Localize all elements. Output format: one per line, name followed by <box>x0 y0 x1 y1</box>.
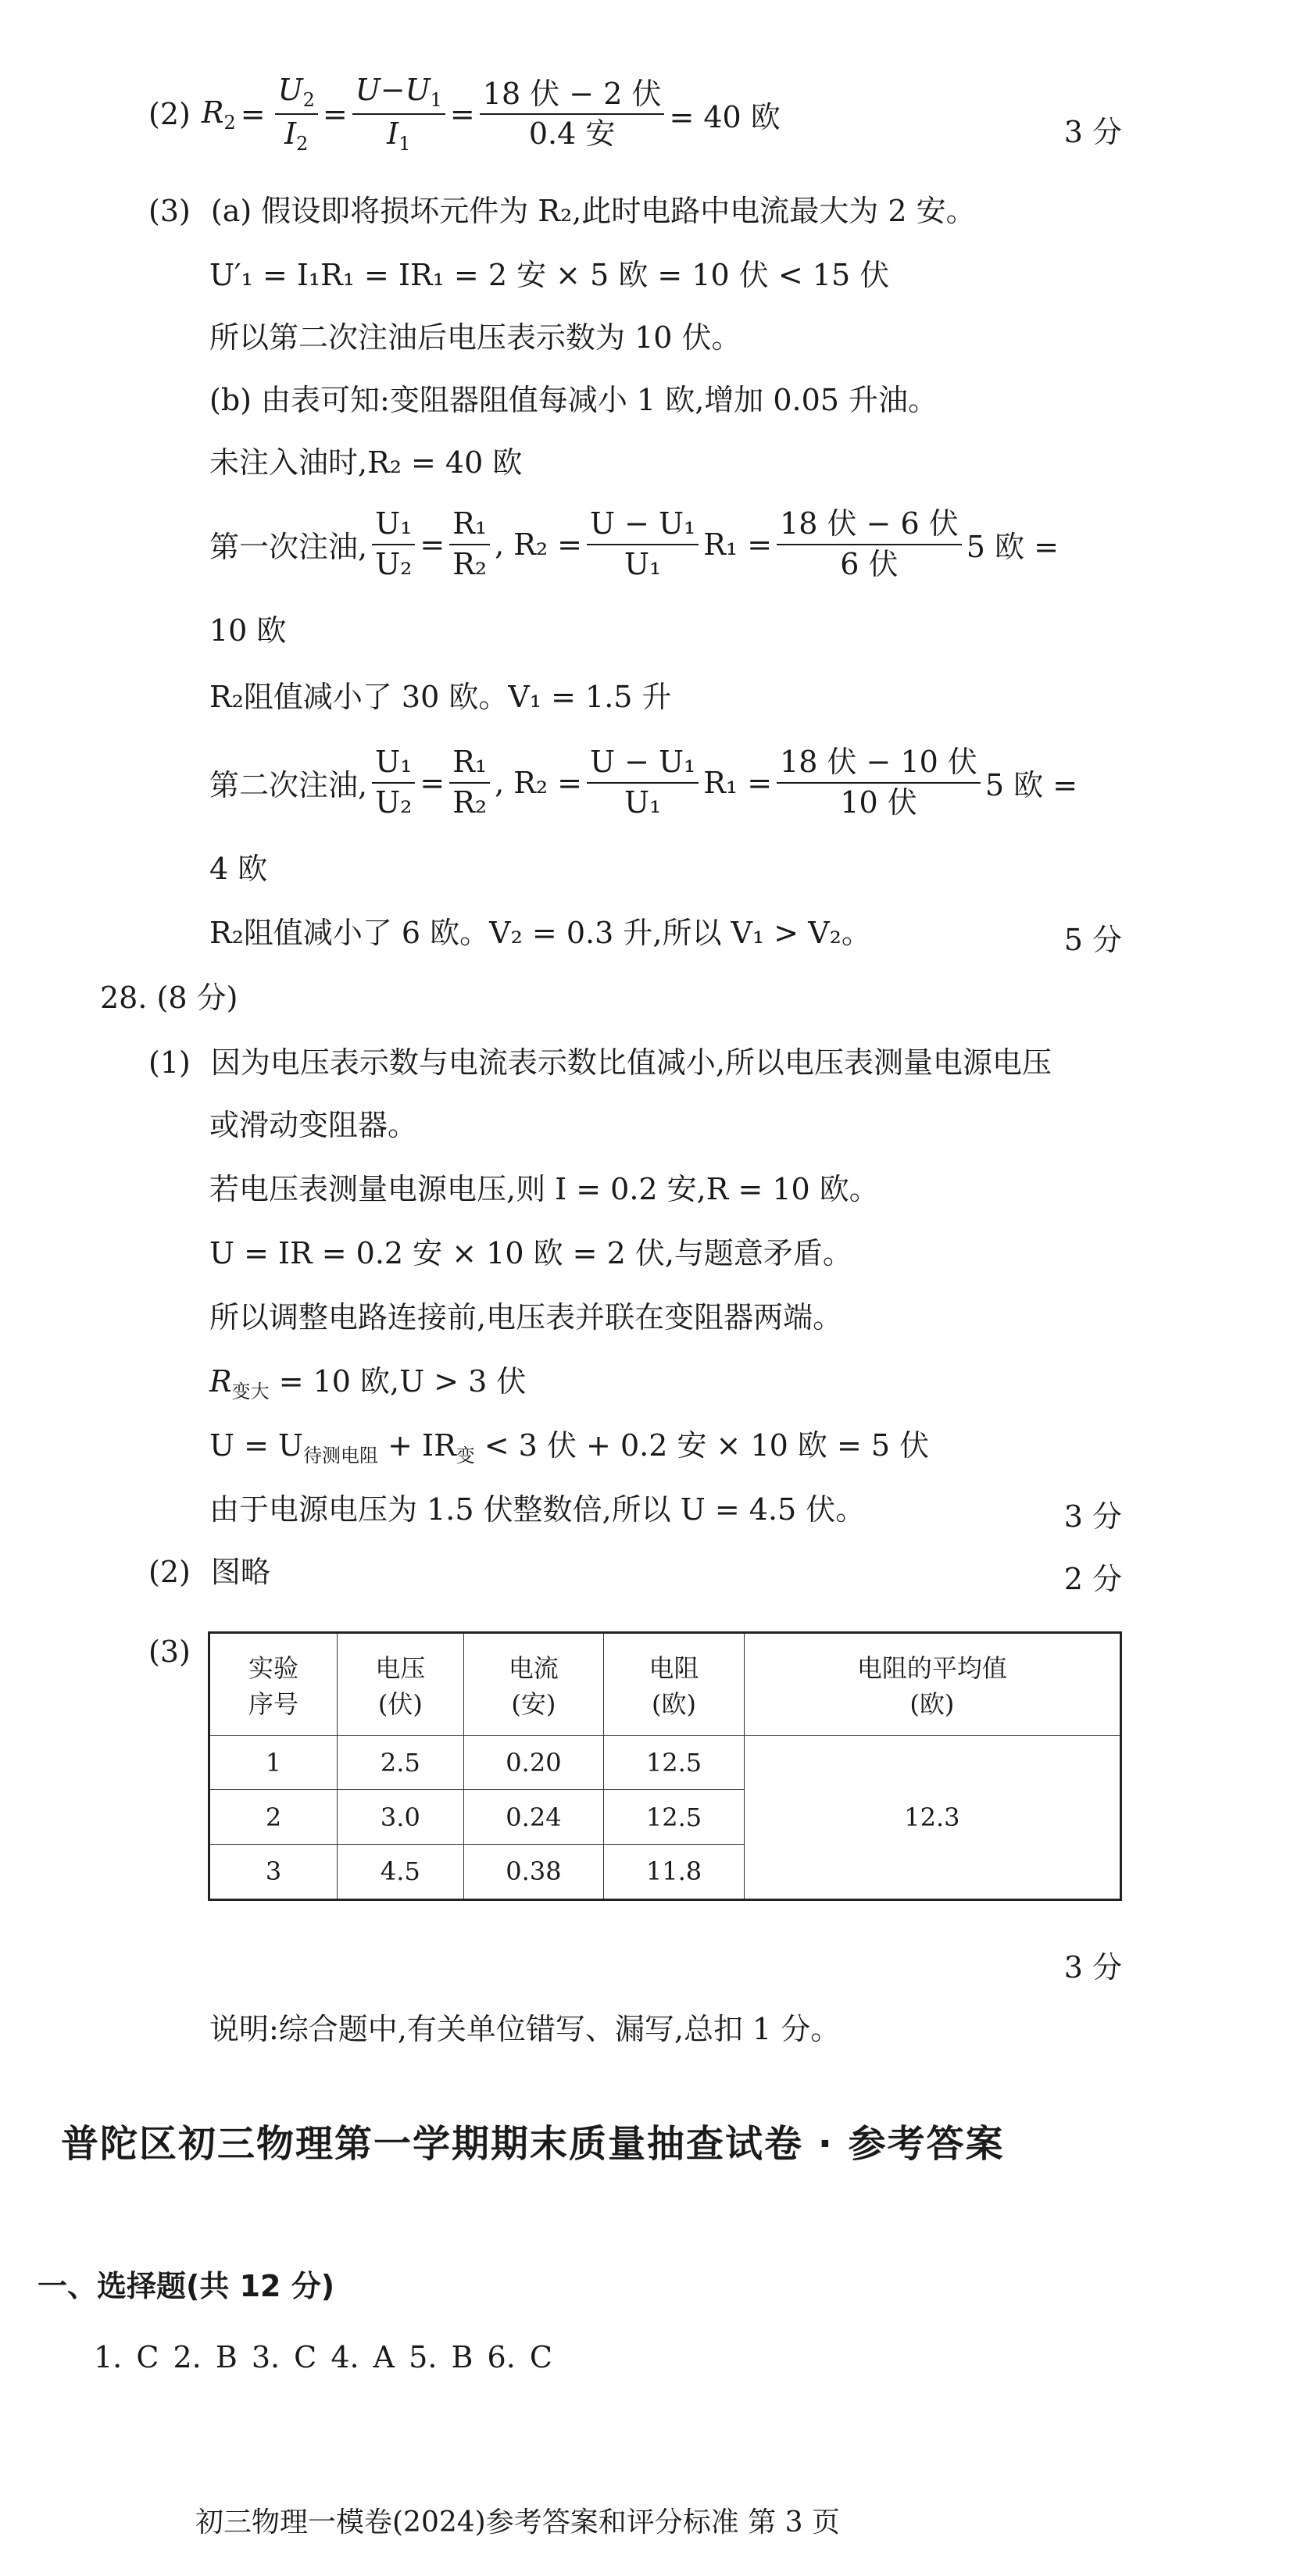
q28-part1-line4: U = IR = 0.2 安 × 10 欧 = 2 伏,与题意矛盾。 <box>209 1236 852 1270</box>
q27-part2-result: = 40 欧 <box>669 99 781 134</box>
q27-first-reduce: R₂阻值减小了 30 欧。V₁ = 1.5 升 <box>209 680 672 714</box>
q28-part2-label: (2) <box>148 1555 191 1589</box>
q27-second-injection-equation: 第二次注油, $\frac{\text{U₁}}{\text{U₂}}$ = $\frac{\text{R₁}}{\text{R₂}}$ , R₂ = $\frac{\text{U − U₁}}{\text{U₁}}$ R₁ = $\frac{\text{18 伏 − 10 伏}}{\text{10 伏}}$ 5 欧 = <box>209 745 1078 820</box>
q28-header: 28. (8 分) <box>100 981 238 1015</box>
q27-part2-label: (2) <box>148 97 191 132</box>
fraction-u-minus-u1-over-i1: $\frac{U-U_1}{I_1}$ <box>352 74 445 155</box>
q27-part3-b-init: 未注入油时,R₂ = 40 欧 <box>209 445 523 480</box>
header-resistance: 电阻 (欧) <box>604 1633 745 1736</box>
q27-first-result: 10 欧 <box>209 613 287 648</box>
q27-part2-score: 3 分 <box>1063 115 1122 149</box>
header-voltage: 电压 (伏) <box>338 1633 464 1736</box>
results-table <box>208 1631 1122 1901</box>
average-resistance-cell: 12.3 <box>744 1736 1120 1900</box>
q27-part3-a-conclusion: 所以第二次注油后电压表示数为 10 伏。 <box>209 320 741 355</box>
header-average-resistance: 电阻的平均值 (欧) <box>744 1633 1120 1736</box>
q27-part3-label: (3) <box>148 194 191 228</box>
q27-part3-b-line: (b) 由表可知:变阻器阻值每减小 1 欧,增加 0.05 升油。 <box>209 383 938 417</box>
q28-part2-score: 2 分 <box>1063 1562 1122 1596</box>
choice-answers: 1. C 2. B 3. C 4. A 5. B 6. C <box>94 2340 552 2374</box>
scoring-note: 说明:综合题中,有关单位错写、漏写,总扣 1 分。 <box>209 2012 841 2046</box>
table-row: 1 2.5 0.20 12.5 12.3 <box>209 1736 1121 1790</box>
q27-part3-score: 5 分 <box>1063 923 1122 957</box>
q28-part2: (2) 图略 <box>148 1555 270 1589</box>
fraction-values: $\frac{\text{18 伏 − 2 伏}}{\text{0.4 安}}$ <box>480 78 665 152</box>
q28-part1-line3: 若电压表测量电源电压,则 I = 0.2 安,R = 10 欧。 <box>209 1172 879 1206</box>
q28-part1-label: (1) <box>148 1045 191 1080</box>
q28-part1-score: 3 分 <box>1063 1499 1122 1534</box>
section-title: 普陀区初三物理第一学期期末质量抽查试卷 · 参考答案 <box>61 2122 1005 2166</box>
q27-second-result: 4 欧 <box>209 852 268 886</box>
q28-part3-label: (3) <box>148 1635 191 1669</box>
q27-part3-a-calc: U′₁ = I₁R₁ = IR₁ = 2 安 × 5 欧 = 10 伏 < 15 伏 <box>209 258 890 292</box>
q28-part1-line2: 或滑动变阻器。 <box>209 1108 418 1142</box>
q28-part1-line1: (1) 因为电压表示数与电流表示数比值减小,所以电压表测量电源电压 <box>148 1045 1052 1080</box>
q27-part3-line-a: (3) (a) 假设即将损坏元件为 R₂,此时电路中电流最大为 2 安。 <box>148 194 976 228</box>
q27-second-reduce: R₂阻值减小了 6 欧。V₂ = 0.3 升,所以 V₁ > V₂。 <box>209 916 871 950</box>
part1-title: 一、选择题(共 12 分) <box>38 2269 335 2303</box>
table-row: 2 3.0 0.24 12.5 <box>209 1790 1121 1844</box>
q28-part1-line7: $U = U_{待测电阻} + IR_变 < 3$ 伏 + 0.2 安 × 10 欧 = 5 伏 <box>209 1428 930 1467</box>
header-trial-number: 实验 序号 <box>209 1633 338 1736</box>
q28-part3-score: 3 分 <box>1063 1950 1122 1985</box>
q28-part1-line6: $R_{变大} = 10$ 欧,U > 3 伏 <box>209 1364 527 1402</box>
table-header-row <box>209 1633 1121 1736</box>
q28-part1-line8: 由于电源电压为 1.5 伏整数倍,所以 U = 4.5 伏。 <box>209 1492 866 1527</box>
table-row: 3 4.5 0.38 11.8 <box>209 1844 1121 1899</box>
header-current: 电流 (安) <box>463 1633 604 1736</box>
fraction-u2-over-i2: $\frac{U_2}{I_2}$ <box>275 74 318 155</box>
page-footer: 初三物理一模卷(2024)参考答案和评分标准 第 3 页 <box>195 2506 840 2538</box>
q27-first-injection-equation: 第一次注油, $\frac{\text{U₁}}{\text{U₂}}$ = $\frac{\text{R₁}}{\text{R₂}}$ , R₂ = $\frac{\text{U − U₁}}{\text{U₁}}$ R₁ = $\frac{\text{18 伏 − 6 伏}}{\text{6 伏}}$ 5 欧 = <box>209 506 1059 581</box>
q28-part1-line5: 所以调整电路连接前,电压表并联在变阻器两端。 <box>209 1300 843 1334</box>
q27-part2-equation: (2) $R_2$ = $\frac{U_2}{I_2}$ = $\frac{U-U_1}{I_1}$ = $\frac{\text{18 伏 − 2 伏}}{\text{0.4 安}}$ = 40 欧 <box>148 73 781 155</box>
